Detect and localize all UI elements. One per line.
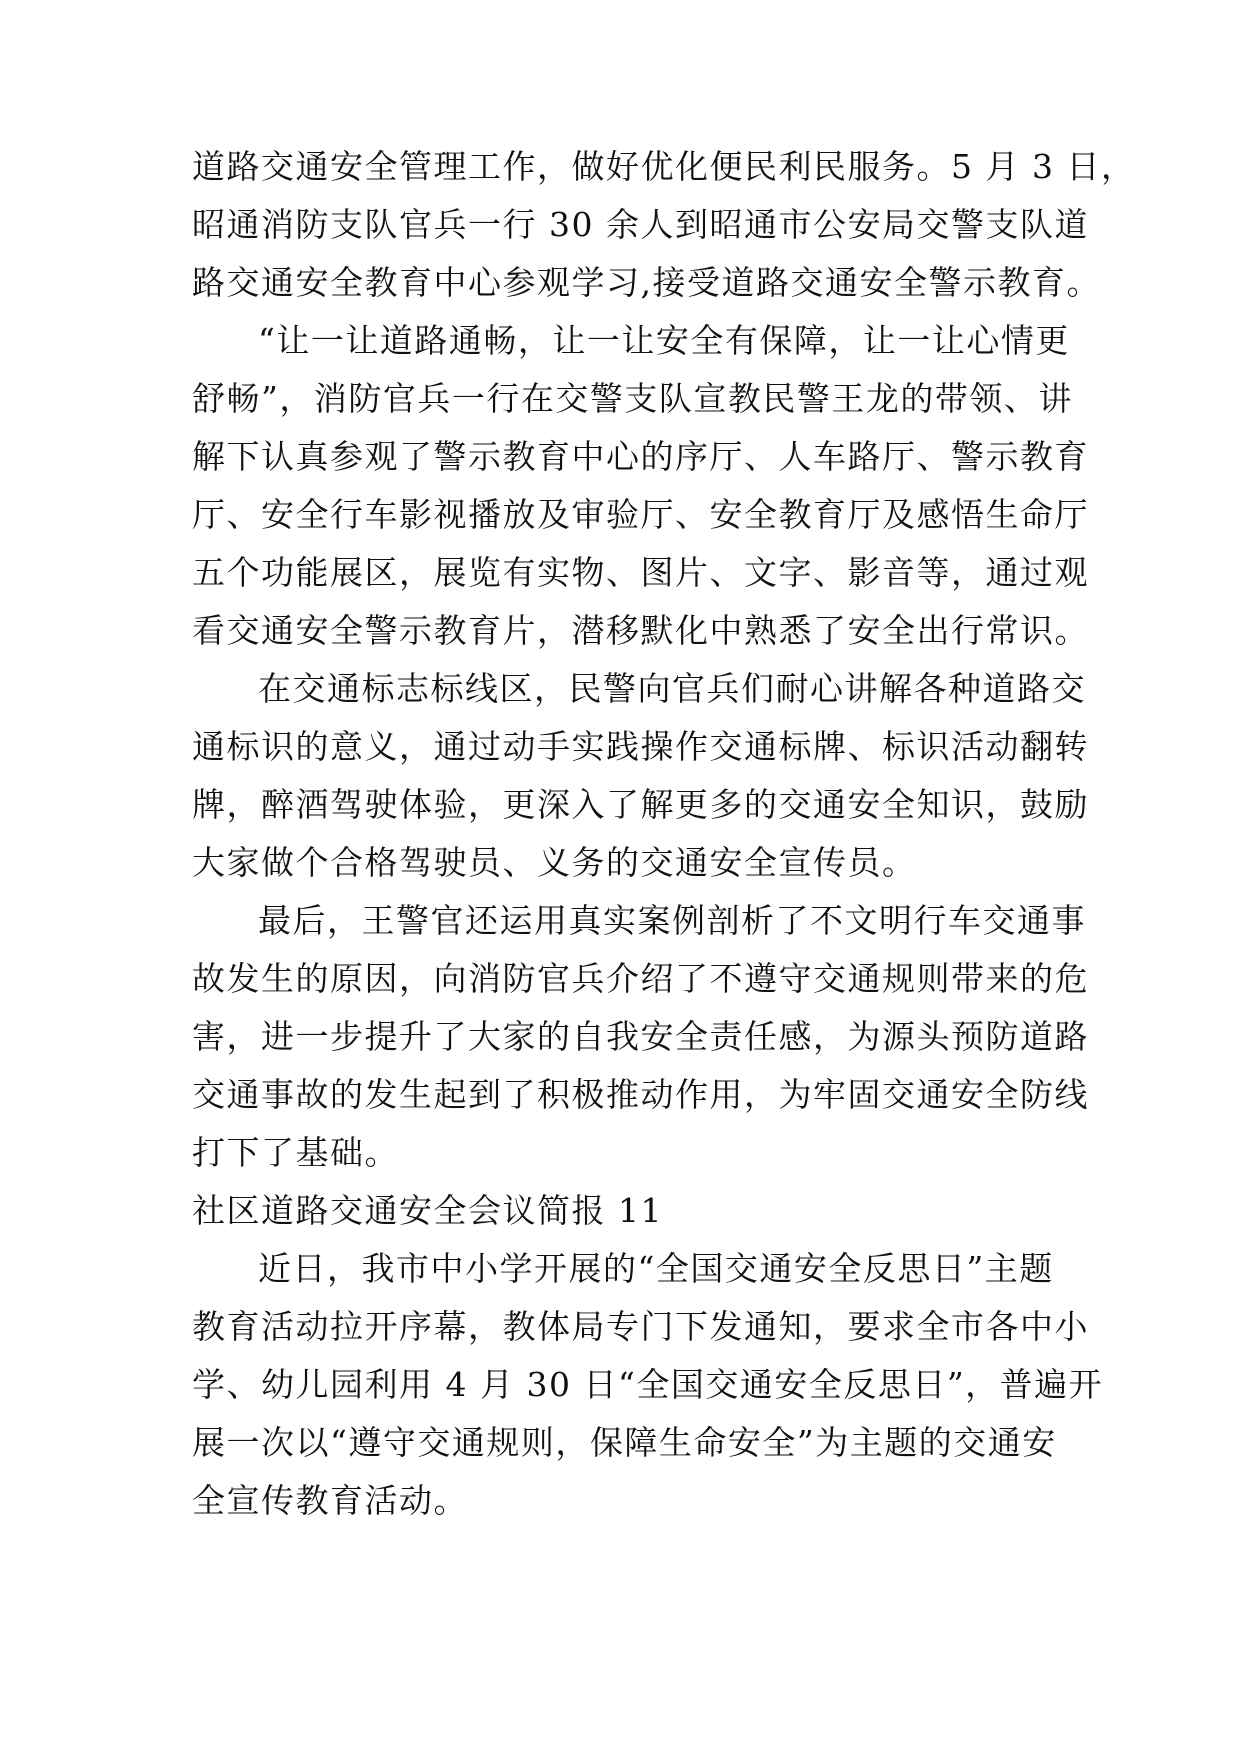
text-line: 害，进一步提升了大家的自我安全责任感，为源头预防道路 [192, 1017, 1089, 1056]
text-line: 全宣传教育活动。 [192, 1481, 468, 1520]
text-line: 舒畅”，消防官兵一行在交警支队宣教民警王龙的带领、讲 [192, 379, 1073, 418]
text-line: 通标识的意义，通过动手实践操作交通标牌、标识活动翻转 [192, 727, 1089, 766]
text-line: 昭通消防支队官兵一行 30 余人到昭通市公安局交警支队道 [192, 205, 1089, 244]
section-heading: 社区道路交通安全会议简报 11 [192, 1191, 663, 1230]
text-line: 展一次以“遵守交通规则，保障生命安全”为主题的交通安 [192, 1423, 1057, 1462]
text-line: 故发生的原因，向消防官兵介绍了不遵守交通规则带来的危 [192, 959, 1089, 998]
paragraph-start-line: 在交通标志标线区，民警向官兵们耐心讲解各种道路交 [258, 669, 1086, 708]
paragraph-start-line: “让一让道路通畅，让一让安全有保障，让一让心情更 [258, 321, 1070, 360]
paragraph-start-line: 最后，王警官还运用真实案例剖析了不文明行车交通事 [258, 901, 1086, 940]
text-line: 大家做个合格驾驶员、义务的交通安全宣传员。 [192, 843, 917, 882]
text-line: 打下了基础。 [192, 1133, 399, 1172]
text-line: 解下认真参观了警示教育中心的序厅、人车路厅、警示教育 [192, 437, 1089, 476]
text-line: 厅、安全行车影视播放及审验厅、安全教育厅及感悟生命厅 [192, 495, 1089, 534]
text-line: 牌，醉酒驾驶体验，更深入了解更多的交通安全知识，鼓励 [192, 785, 1089, 824]
text-line: 教育活动拉开序幕，教体局专门下发通知，要求全市各中小 [192, 1307, 1089, 1346]
text-line: 路交通安全教育中心参观学习,接受道路交通安全警示教育。 [192, 263, 1101, 302]
text-line: 道路交通安全管理工作，做好优化便民利民服务。5 月 3 日， [192, 147, 1136, 186]
text-line: 交通事故的发生起到了积极推动作用，为牢固交通安全防线 [192, 1075, 1089, 1114]
text-line: 五个功能展区，展览有实物、图片、文字、影音等，通过观 [192, 553, 1089, 592]
text-line: 看交通安全警示教育片，潜移默化中熟悉了安全出行常识。 [192, 611, 1089, 650]
text-line: 学、幼儿园利用 4 月 30 日“全国交通安全反思日”，普遍开 [192, 1365, 1104, 1404]
paragraph-start-line: 近日，我市中小学开展的“全国交通安全反思日”主题 [258, 1249, 1054, 1288]
